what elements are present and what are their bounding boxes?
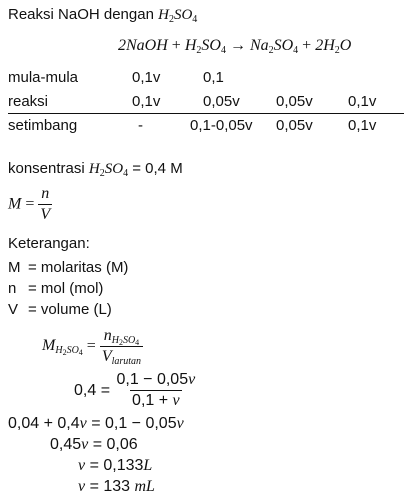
fraction-numerator: n xyxy=(41,185,50,202)
calc-line-1: $M_{H_2SO_4}$ = $\frac{n_{H_2SO_4}}{V_{larutan}}$ xyxy=(42,327,142,367)
table-cell: 0,1v xyxy=(348,117,377,134)
fraction-numerator: $n_{H_2SO_4}$ xyxy=(103,327,140,347)
table-cell: 0,05v xyxy=(276,117,313,134)
table-cell: - xyxy=(138,117,143,134)
molarity-h2so4: $M_{H_2SO_4}$ xyxy=(42,337,83,358)
note-symbol: V xyxy=(8,301,19,318)
fraction-denominator: 0,1 + v xyxy=(132,391,180,409)
plus-sign: + xyxy=(171,37,181,54)
molarity-formula xyxy=(8,186,52,224)
calc-line-5: v = 0,133L xyxy=(78,457,153,474)
concentration-line xyxy=(8,161,183,177)
calc-lhs: 0,45 xyxy=(50,436,82,453)
product-h2o: $2H_2O$ xyxy=(315,37,352,56)
calc-rhs: = 0,1 − 0,05 xyxy=(91,415,177,432)
reaction-equation xyxy=(118,38,351,54)
calc-fraction-2 xyxy=(114,372,197,410)
row-label: setimbang xyxy=(8,117,78,134)
fraction-denominator: V xyxy=(40,205,51,223)
equals-sign: = xyxy=(25,195,35,213)
calc-line-3: 0,04 + 0,4v = 0,1 − 0,05v xyxy=(8,415,184,432)
table-cell: 0,1v xyxy=(132,93,161,110)
note-symbol: n xyxy=(8,280,17,297)
notes-heading: Keterangan: xyxy=(8,235,90,252)
fraction-numerator: 0,1 − 0,05v xyxy=(116,371,196,388)
product-na2so4: $Na_2SO_4$ xyxy=(249,37,299,56)
row-label: reaksi xyxy=(8,93,49,110)
plus-sign: + xyxy=(302,37,312,54)
calc-rhs: = 133 xyxy=(89,478,135,495)
table-cell: 0,05v xyxy=(276,93,313,110)
calc-rhs: = 0,133 xyxy=(89,457,144,474)
table-divider xyxy=(8,113,404,114)
calc-lhs: 0,04 + 0,4 xyxy=(8,415,80,432)
concentration-h2so4: $H_2SO_4$ xyxy=(88,161,129,179)
title-text: Reaksi NaOH dengan xyxy=(8,6,154,23)
table-cell: 0,1 xyxy=(203,69,224,86)
reactant-naoh: 2NaOH xyxy=(118,37,168,54)
table-cell: 0,1v xyxy=(132,69,161,86)
reaction-arrow: → xyxy=(229,37,246,54)
concentration-value: = 0,4 M xyxy=(132,160,183,177)
note-symbol: M xyxy=(8,259,21,276)
row-label: mula-mula xyxy=(8,69,79,86)
note-desc: = mol (mol) xyxy=(28,280,104,297)
calc-line-4: 0,45v = 0,06 xyxy=(50,436,138,453)
calc-fraction-1 xyxy=(100,328,143,366)
formula-lhs: M xyxy=(8,195,22,213)
calc-line-2 xyxy=(74,372,197,410)
table-cell: 0,05v xyxy=(203,93,240,110)
formula-fraction xyxy=(38,186,52,224)
title-h2so4: $H_2SO_4$ xyxy=(158,7,198,25)
note-desc: = molaritas (M) xyxy=(28,259,129,276)
reactant-h2so4: $H_2SO_4$ xyxy=(184,37,226,56)
note-desc: = volume (L) xyxy=(28,301,112,318)
calc-rhs: = 0,06 xyxy=(92,436,138,453)
fraction-denominator: $V_{larutan}$ xyxy=(101,347,142,367)
table-cell: 0,1v xyxy=(348,93,377,110)
calc-lhs: 0,4 = xyxy=(74,382,111,400)
table-cell: 0,1-0,05v xyxy=(190,117,253,134)
concentration-label: konsentrasi xyxy=(8,160,85,177)
title xyxy=(8,7,197,23)
calc-line-6: v = 133 mL xyxy=(78,478,155,495)
